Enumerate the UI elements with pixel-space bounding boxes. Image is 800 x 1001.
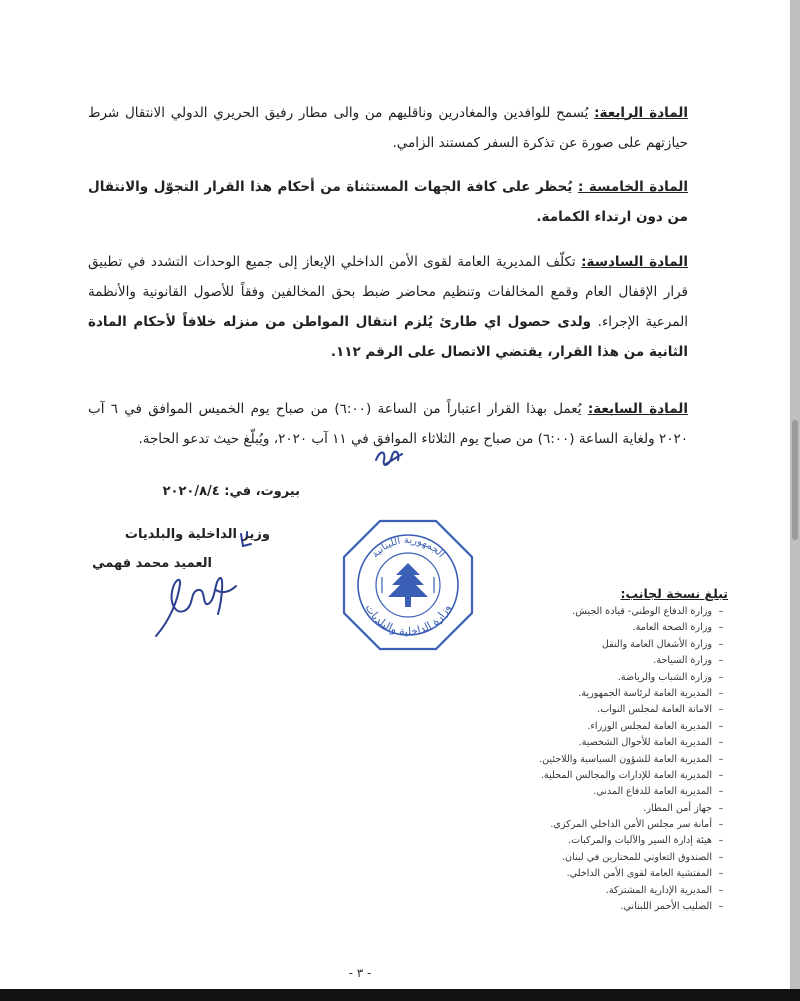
- distribution-item-text: الصليب الأحمر اللبناني.: [620, 901, 712, 913]
- distribution-item: [430, 817, 730, 833]
- distribution-item: [430, 752, 730, 768]
- distribution-item: [430, 784, 730, 800]
- distribution-item: [430, 866, 730, 882]
- article-sixth-title: المادة السادسة:: [581, 253, 688, 270]
- article-seventh-title: المادة السابعة:: [587, 400, 688, 417]
- distribution-item: [430, 620, 730, 636]
- distribution-item-text: المديرية الإدارية المشتركة.: [605, 884, 712, 896]
- minister-signature: [150, 570, 240, 642]
- bullet-dash: –: [718, 802, 724, 814]
- stamp-top-text: الجمهورية اللبنانية: [369, 534, 447, 561]
- distribution-item-text: جهاز أمن المطار.: [643, 802, 712, 814]
- distribution-item-text: وزارة السياحة.: [653, 655, 712, 667]
- distribution-title: تبلغ نسخة لجانب:: [620, 586, 728, 601]
- distribution-item-text: الامانة العامة لمجلس النواب.: [597, 704, 712, 716]
- distribution-item: [430, 719, 730, 735]
- distribution-item: [430, 833, 730, 849]
- minister-role: وزير الداخلية والبلديات: [124, 527, 270, 542]
- distribution-item: [430, 637, 730, 653]
- bullet-dash: –: [718, 786, 724, 798]
- bullet-dash: –: [718, 753, 724, 765]
- distribution-item: [430, 801, 730, 817]
- bullet-dash: –: [718, 851, 724, 863]
- distribution-item-text: وزارة الشباب والرياضة.: [617, 671, 712, 683]
- bullet-dash: –: [718, 769, 724, 781]
- article-sixth-text: تكلّف المديرية العامة لقوى الأمن الداخلي الإيعاز إلى جميع الوحدات التشدد في تطبيق قرار الإقفال العام وقمع المخالفات وتنظيم محاضر ضبط بحق المخالفين وفقاً للأصول القانونية والأنظمة المرعية الإجراء.: [88, 253, 688, 330]
- minister-name: العميد محمد فهمي: [92, 556, 212, 571]
- bullet-dash: –: [718, 638, 724, 650]
- bullet-dash: –: [718, 737, 724, 749]
- distribution-item: [430, 883, 730, 899]
- distribution-item-text: وزارة الدفاع الوطني- قيادة الجيش.: [572, 606, 712, 617]
- distribution-item-text: المديرية العامة لرئاسة الجمهورية.: [578, 687, 712, 699]
- distribution-item-text: المديرية العامة للدفاع المدني.: [593, 786, 712, 798]
- distribution-list: [430, 604, 730, 915]
- bullet-dash: –: [718, 720, 724, 732]
- distribution-item-text: وزارة الصحة العامة.: [632, 622, 712, 634]
- stamp-bottom-text: وزارة الداخلية والبلديات: [362, 601, 454, 639]
- bullet-dash: –: [718, 868, 724, 880]
- distribution-item: [430, 735, 730, 751]
- distribution-item: [430, 653, 730, 669]
- bullet-dash: –: [718, 704, 724, 716]
- bullet-dash: –: [718, 622, 724, 634]
- distribution-item-text: المديرية العامة للأحوال الشخصية.: [578, 737, 712, 749]
- distribution-item-text: أمانة سر مجلس الأمن الداخلي المركزي.: [550, 819, 712, 831]
- distribution-item-text: المديرية العامة للإدارات والمجالس المحلية.: [540, 769, 712, 781]
- distribution-item: [430, 702, 730, 718]
- article-sixth: [88, 247, 688, 367]
- bullet-dash: –: [718, 884, 724, 896]
- distribution-item: [430, 686, 730, 702]
- bullet-dash: –: [718, 655, 724, 667]
- handwritten-tick: [238, 530, 254, 552]
- cedar-icon: [388, 563, 428, 607]
- distribution-item-text: وزارة الأشغال العامة والنقل: [601, 638, 712, 650]
- article-fifth-title: المادة الخامسة :: [577, 178, 688, 195]
- distribution-item: [430, 850, 730, 866]
- distribution-item: [430, 670, 730, 686]
- article-fourth-text: يُسمح للوافدين والمغادرين وناقليهم من والى مطار رفيق الحريري الدولي الانتقال شرط حيازتهم على صورة عن تذكرة السفر كمستند الزامي.: [88, 104, 688, 151]
- article-seventh-text: يُعمل بهذا القرار اعتباراً من الساعة (٦:٠٠) من صباح يوم الخميس الموافق في ٦ آب ٢٠٢٠ ولغاية الساعة (٦:٠٠) من صباح يوم الثلاثاء الموافق في ١١ آب ٢٠٢٠، ويُبلّغ حيث تدعو الحاجة.: [88, 400, 688, 447]
- bullet-dash: –: [718, 606, 724, 617]
- scrollbar-thumb[interactable]: [792, 420, 798, 540]
- distribution-item-text: المديرية العامة لمجلس الوزراء.: [587, 720, 712, 732]
- article-fourth: [88, 98, 688, 158]
- article-fifth: [88, 172, 688, 232]
- svg-text:الجمهورية اللبنانية: [370, 535, 446, 560]
- article-fifth-text: يُحظر على كافة الجهات المستثناة من أحكام هذا القرار التجوّل والانتقال من دون ارتداء الكمامة.: [88, 178, 688, 225]
- article-fourth-title: المادة الرابعة:: [594, 104, 688, 121]
- distribution-item: [430, 768, 730, 784]
- bottom-bar: [0, 989, 800, 1001]
- bullet-dash: –: [718, 687, 724, 699]
- initials-mark: [372, 444, 406, 472]
- bullet-dash: –: [718, 835, 724, 847]
- place-date: بيروت، في: ٢٠٢٠/٨/٤: [162, 484, 300, 499]
- distribution-item: [430, 899, 730, 915]
- distribution-item-text: المفتشية العامة لقوى الأمن الداخلي.: [566, 868, 712, 880]
- distribution-item-text: الصندوق التعاوني للمختارين في لبنان.: [561, 851, 712, 863]
- article-sixth-bold-text: ولدى حصول اي طارئ يُلزم انتقال المواطن من منزله خلافاً لأحكام المادة الثانية من هذا القرار، يقتضي الاتصال على الرقم ١١٢.: [88, 313, 688, 360]
- bullet-dash: –: [718, 671, 724, 683]
- distribution-item-text: المديرية العامة للشؤون السياسية واللاجئين.: [539, 753, 712, 765]
- distribution-item-text: هيئة إدارة السير والآليات والمركبات.: [568, 835, 712, 847]
- distribution-item: [430, 604, 730, 620]
- bullet-dash: –: [718, 901, 724, 913]
- bullet-dash: –: [718, 819, 724, 831]
- page-number: - ٣ -: [348, 966, 372, 980]
